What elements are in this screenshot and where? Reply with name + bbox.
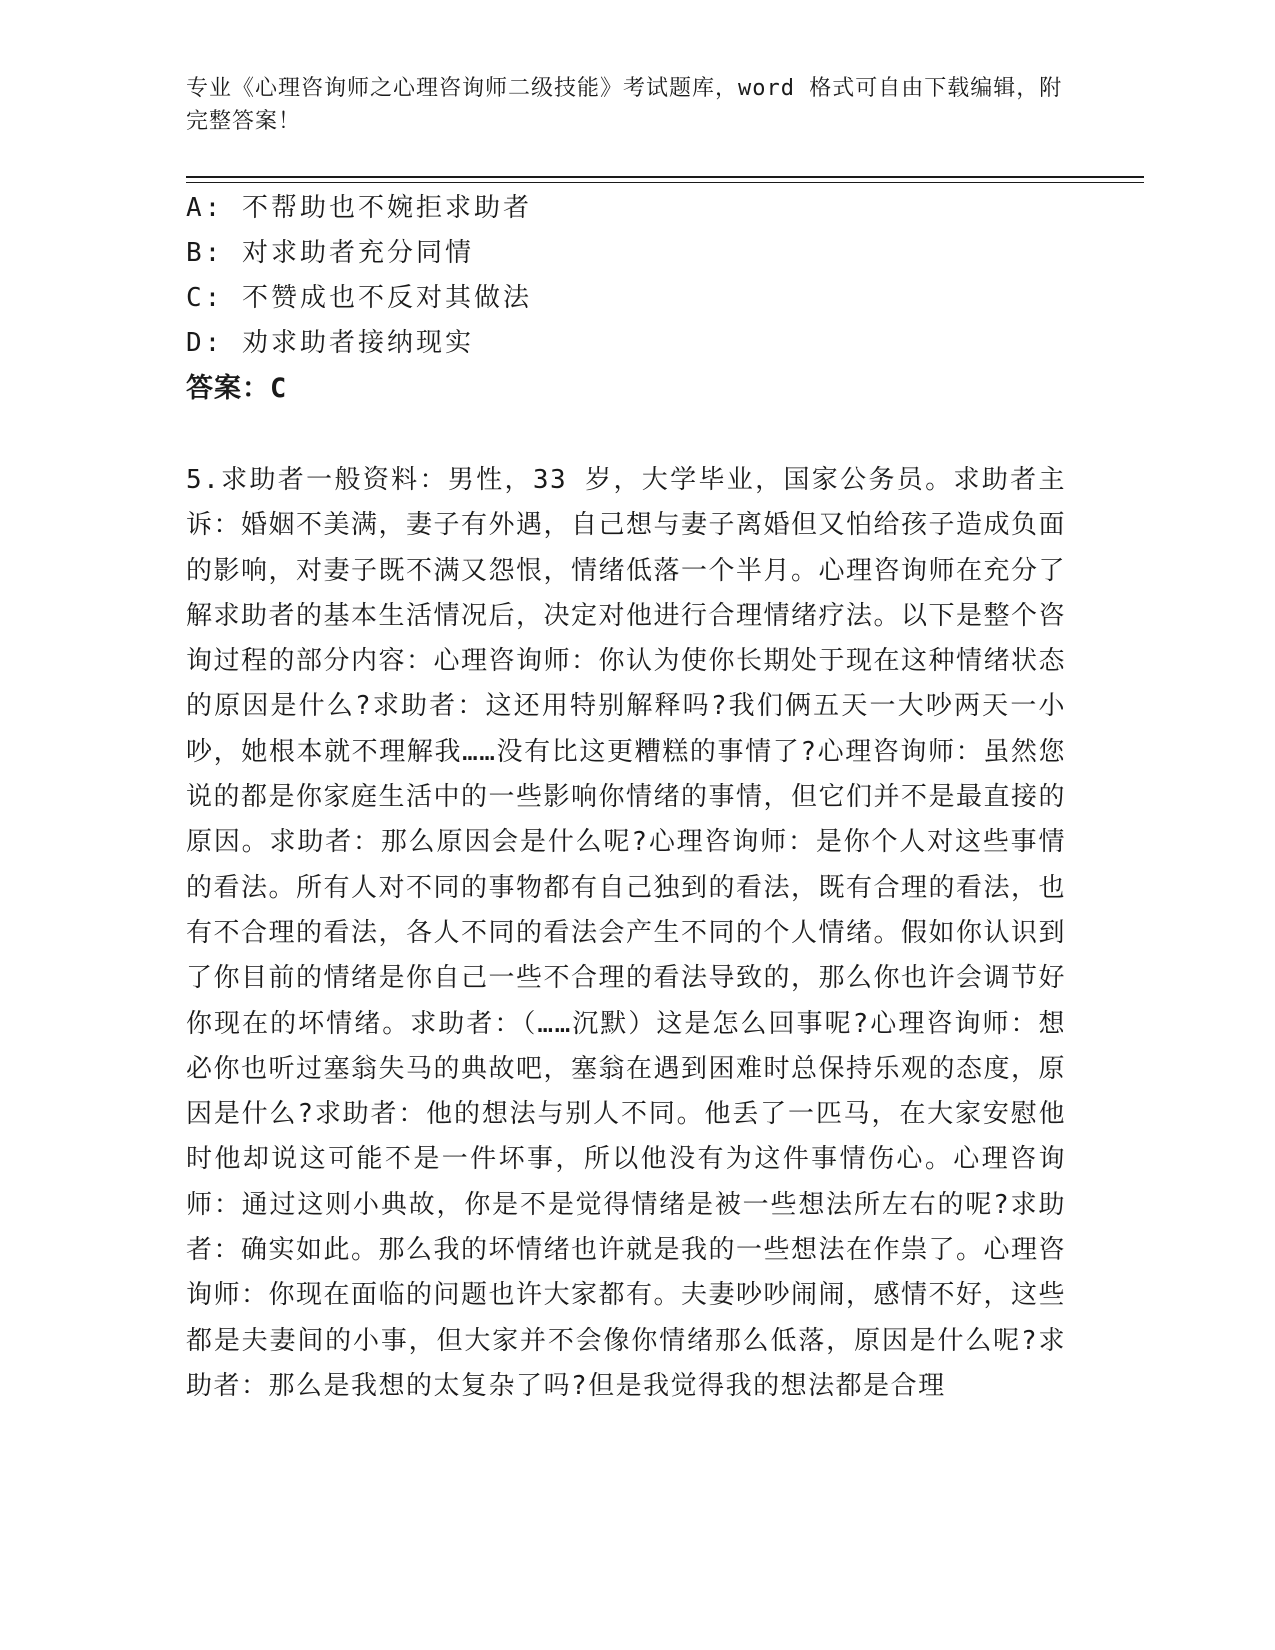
option-a: A: 不帮助也不婉拒求助者 [186, 193, 532, 223]
question-5: 5.求助者一般资料：男性，33 岁，大学毕业，国家公务员。求助者主诉：婚姻不美满，妻子有外遇，自己想与妻子离婚但又怕给孩子造成负面的影响，对妻子既不满又怨恨，情绪低落一个半月。心理咨询师在充分了解求助者的基本生活情况后，决定对他进行合理情绪疗法。以下是整个咨询过程的部分内容：心理咨询师：你认为使你长期处于现在这种情绪状态的原因是什么?求助者：这还用特别解释吗?我们俩五天一大吵两天一小吵，她根本就不理解我……没有比这更糟糕的事情了?心理咨询师：虽然您说的都是你家庭生活中的一些影响你情绪的事情，但它们并不是最直接的原因。求助者：那么原因会是什么呢?心理咨询师：是你个人对这些事情的看法。所有人对不同的事物都有自己独到的看法，既有合理的看法，也有不合理的看法，各人不同的看法会产生不同的个人情绪。假如你认识到了你目前的情绪是你自己一些不合理的看法导致的，那么你也许会调节好你现在的坏情绪。求助者：（……沉默）这是怎么回事呢?心理咨询师：想必你也听过塞翁失马的典故吧，塞翁在遇到困难时总保持乐观的态度，原因是什么?求助者：他的想法与别人不同。他丢了一匹马，在大家安慰他时他却说这可能不是一件坏事，所以他没有为这件事情伤心。心理咨询师：通过这则小典故，你是不是觉得情绪是被一些想法所左右的呢?求助者：确实如此。那么我的坏情绪也许就是我的一些想法在作祟了。心理咨询师：你现在面临的问题也许大家都有。夫妻吵吵闹闹，感情不好，这些都是夫妻间的小事，但大家并不会像你情绪那么低落，原因是什么呢?求助者：那么是我想的太复杂了吗?但是我觉得我的想法都是合理 [186, 465, 1067, 1401]
header-divider-thin [186, 182, 1144, 183]
answer-line: 答案：C [186, 373, 288, 404]
option-c: C: 不赞成也不反对其做法 [186, 283, 532, 313]
header-divider-thick [186, 176, 1144, 178]
answer-options [186, 186, 1086, 366]
page-header: 专业《心理咨询师之心理咨询师二级技能》考试题库，word 格式可自由下载编辑，附完整答案！ [186, 76, 1063, 134]
option-d: D: 劝求助者接纳现实 [186, 328, 474, 358]
option-b: B: 对求助者充分同情 [186, 238, 474, 268]
